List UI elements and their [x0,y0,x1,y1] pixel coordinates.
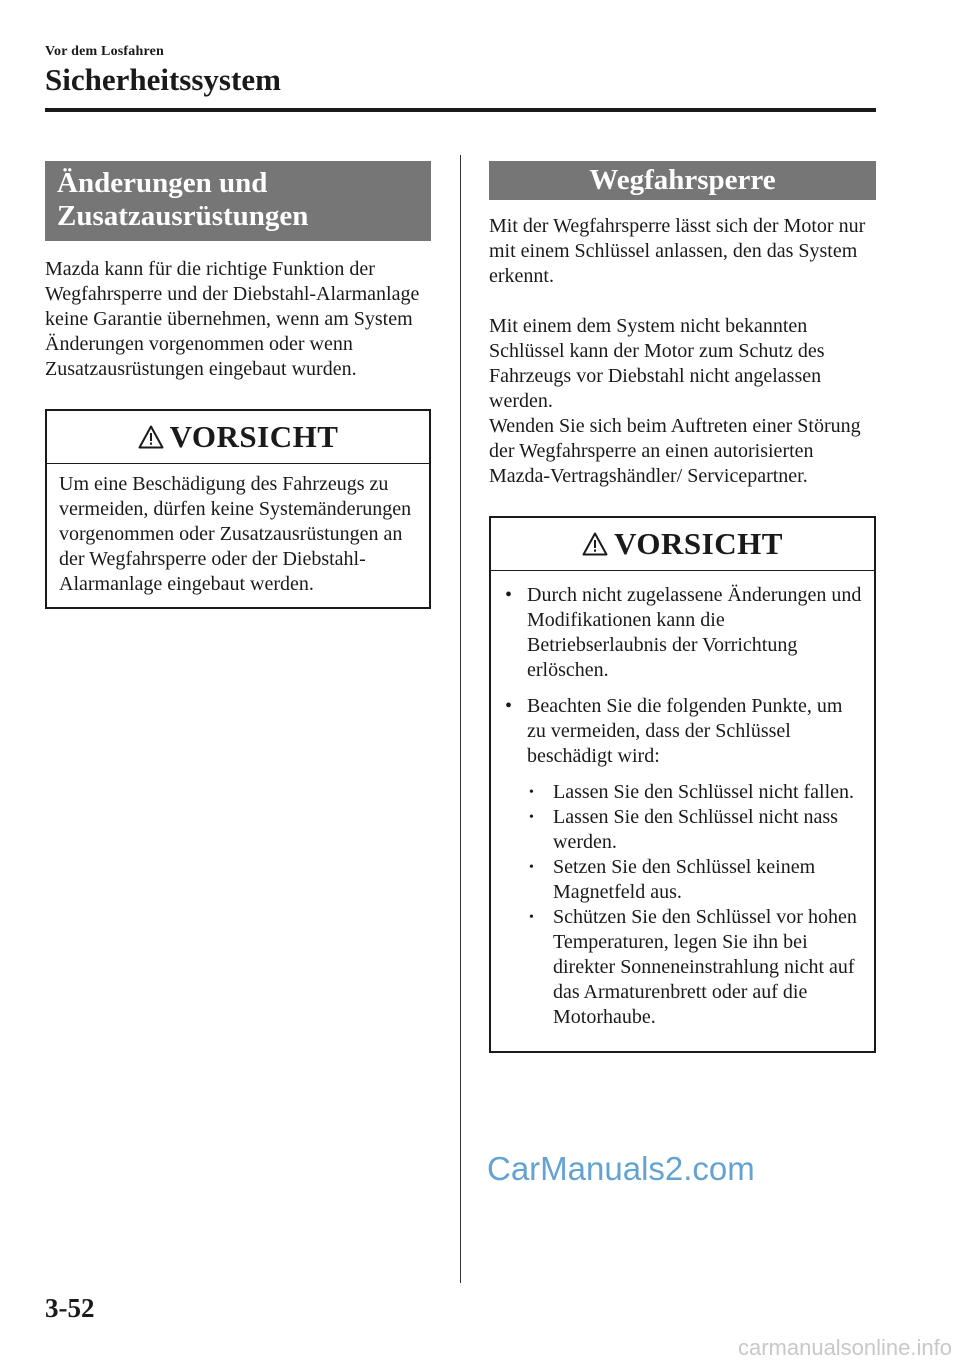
list-item: • Durch nicht zugelassene Änderungen und Modifikationen kann die Betriebserlaubnis der Vorrichtung erlöschen. [503,583,864,683]
breadcrumb: Vor dem Losfahren [45,44,165,59]
sub-list-item: • Schützen Sie den Schlüssel vor hohen Temperaturen, legen Sie ihn bei direkter Sonneneinstrahlung nicht auf das Armaturenbrett oder auf die Motorhaube. [527,905,864,1030]
page-number: 3-52 [45,1293,95,1323]
section-header-changes [45,161,431,241]
paragraph-3: Wenden Sie sich beim Auftreten einer Störung der Wegfahrsperre an einen autorisierten Mazda-Vertragshändler/ Servicepartner. [489,415,861,487]
warning-triangle-icon [582,532,608,556]
section-title-line: Zusatzausrüstungen [57,200,309,232]
paragraph-1: Mit der Wegfahrsperre lässt sich der Motor nur mit einem Schlüssel anlassen, den das System erkennt. [489,215,866,287]
caution-label: VORSICHT [614,526,783,561]
intro-paragraph: Mazda kann für die richtige Funktion der Wegfahrsperre und der Diebstahl-Alarmanlage keine Garantie übernehmen, wenn am System Änderungen vorgenommen oder wenn Zusatzausrüstungen eingebaut wurden. [45,258,420,380]
column-divider [460,155,461,1283]
caution-heading [47,411,429,464]
warning-triangle-icon [138,425,164,449]
site-watermark: carmanualsonline.info [737,1335,952,1360]
sub-list [527,780,864,1030]
caution-bullet-list [503,583,864,1030]
caution-box-left [45,409,431,609]
caution-label: VORSICHT [169,419,339,454]
sub-list-item: • Setzen Sie den Schlüssel keinem Magnetfeld aus. [527,855,864,905]
left-column [45,161,431,609]
caution-heading [491,518,874,571]
section-header-immobilizer: Wegfahrsperre [489,161,876,200]
sub-list-item: • Lassen Sie den Schlüssel nicht fallen. [527,780,864,805]
caution-text: Um eine Beschädigung des Fahrzeugs zu vermeiden, dürfen keine Systemänderungen vorgenommen oder Zusatzausrüstungen an der Wegfahrsperre oder der Diebstahl-Alarmanlage eingebaut werden. [59,473,412,595]
list-item [503,694,864,1030]
sub-list-item: • Lassen Sie den Schlüssel nicht nass werden. [527,805,864,855]
watermark-logo: CarManuals2.com [487,1150,755,1187]
paragraph-2: Mit einem dem System nicht bekannten Schlüssel kann der Motor zum Schutz des Fahrzeugs vor Diebstahl nicht angelassen werden. [489,315,825,412]
page-title: Sicherheitssystem [45,62,281,97]
list-item-text: Beachten Sie die folgenden Punkte, um zu vermeiden, dass der Schlüssel beschädigt wird: [527,695,843,767]
right-column [489,161,876,1053]
caution-box-right [489,516,876,1053]
caution-body [491,571,874,1051]
section-title-line: Änderungen und [57,167,268,199]
title-rule [45,108,876,112]
